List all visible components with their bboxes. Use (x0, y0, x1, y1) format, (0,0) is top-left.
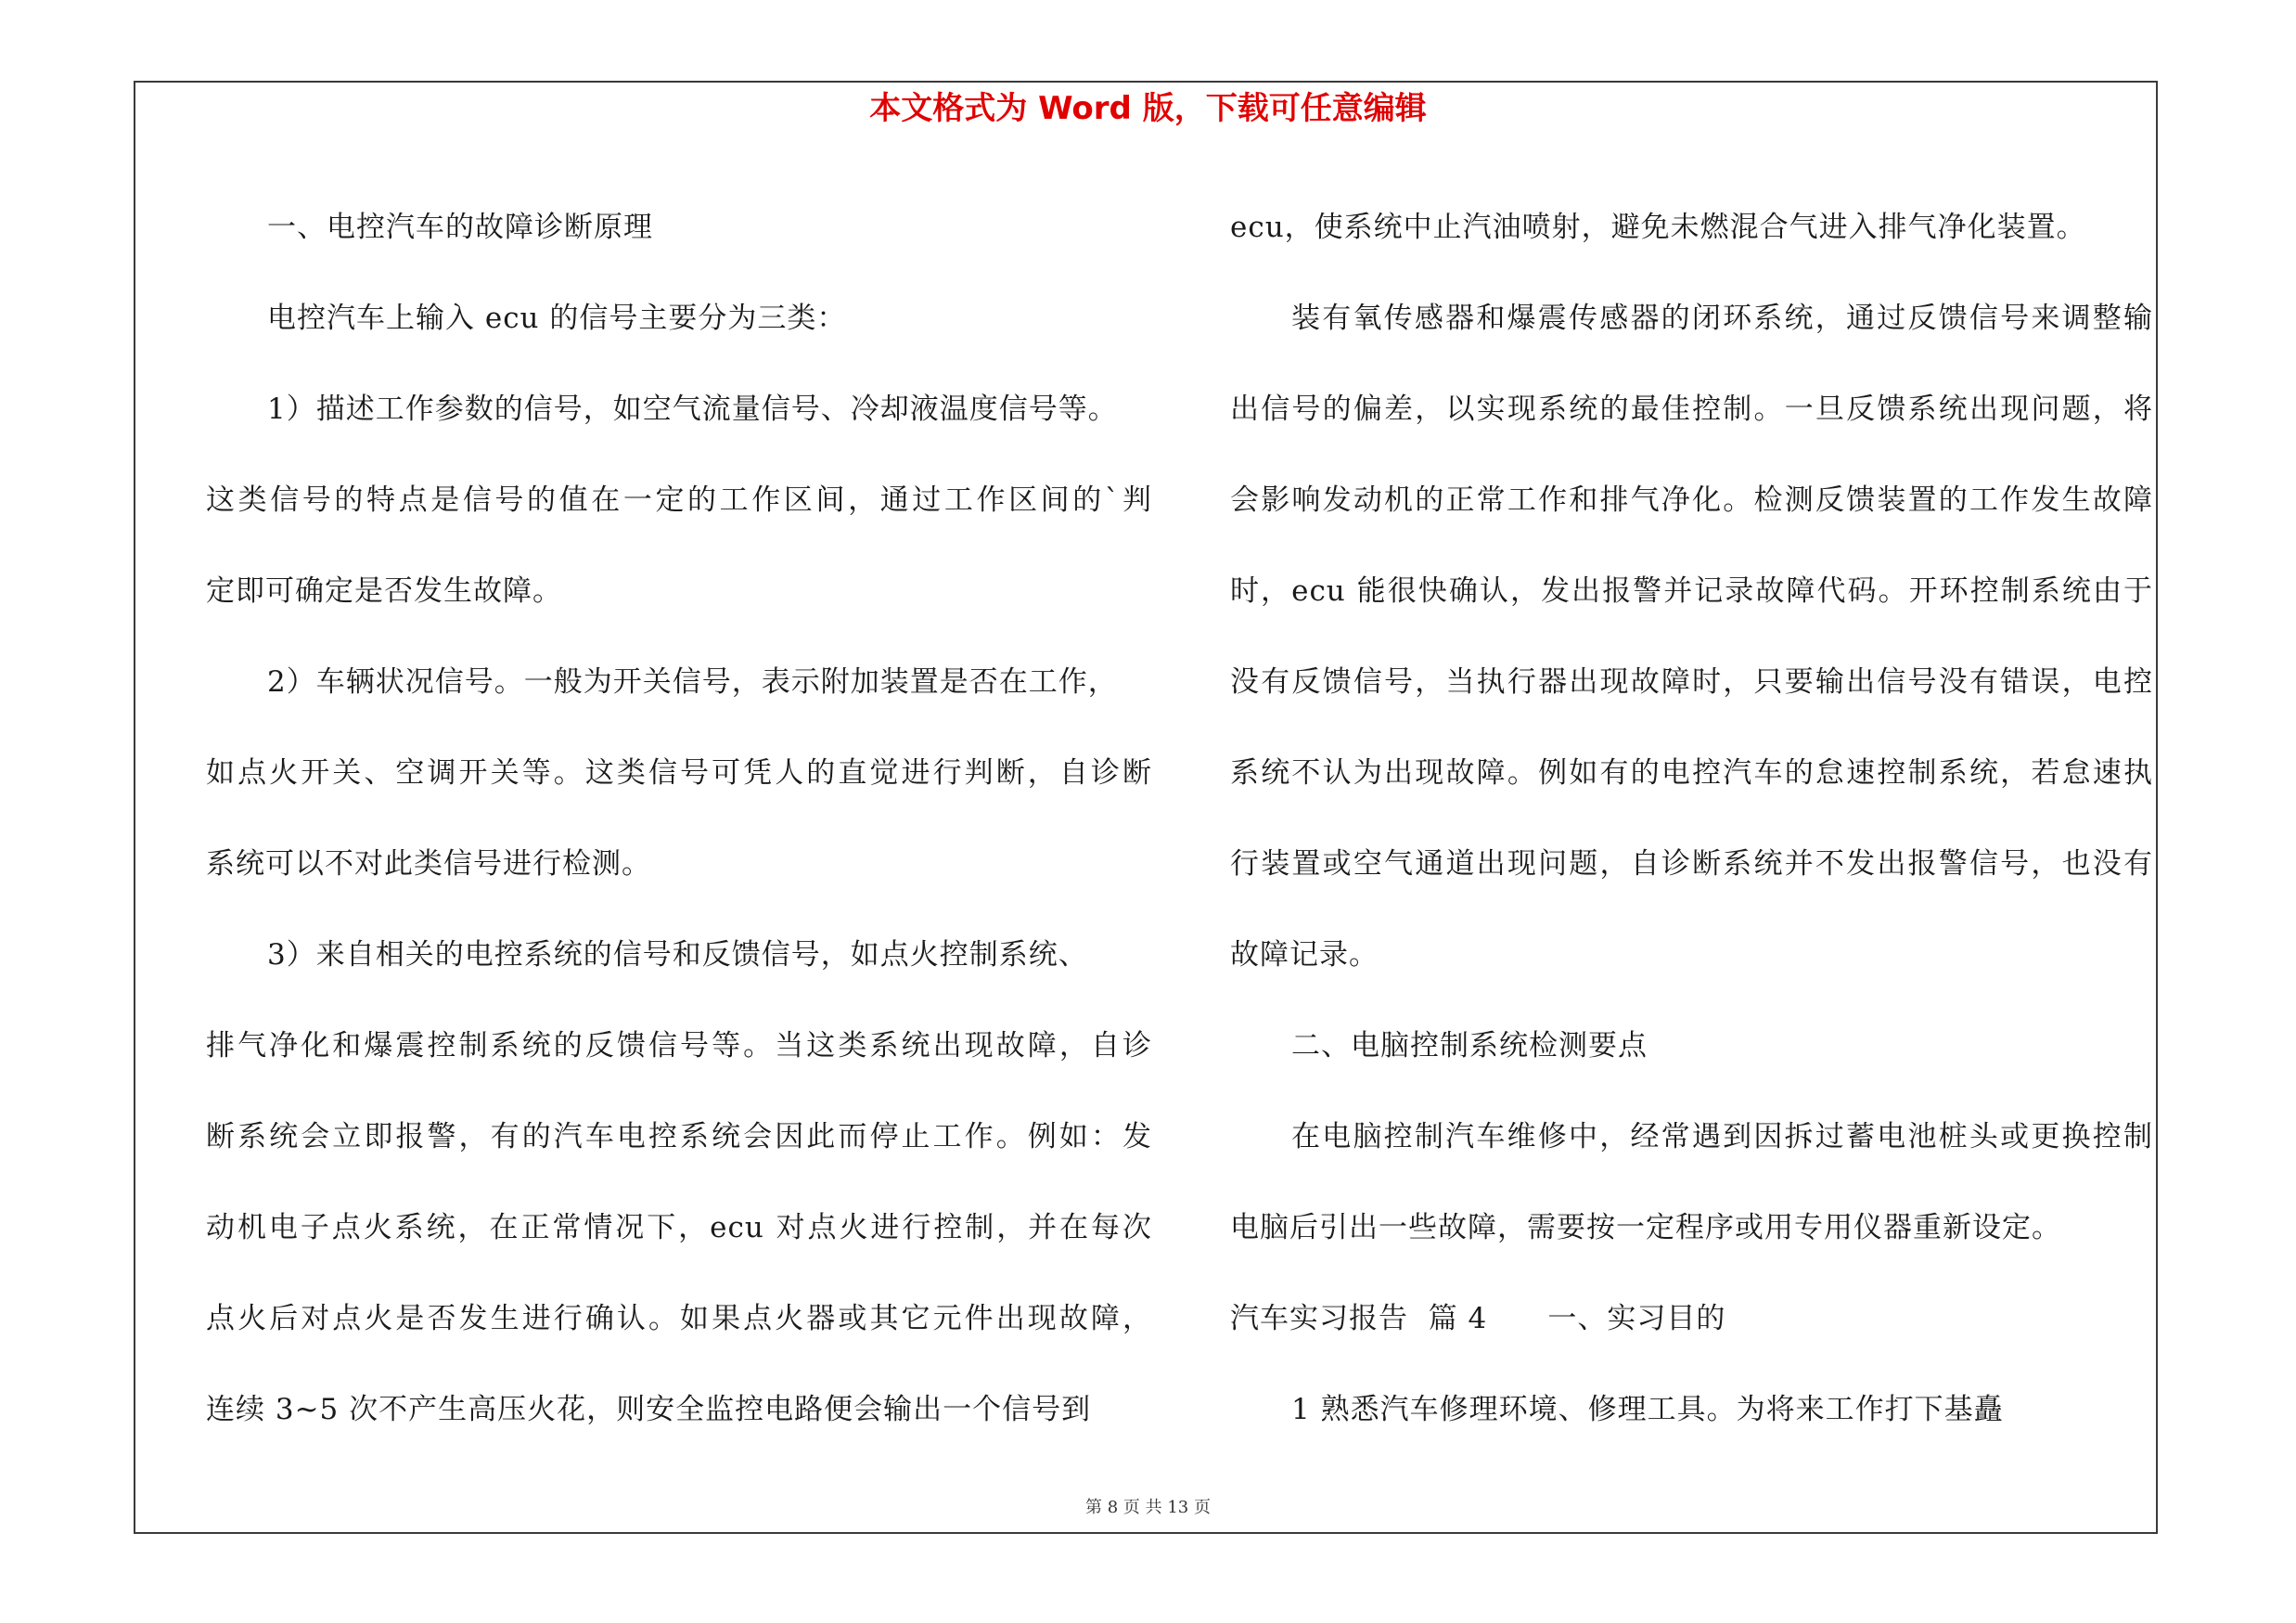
paragraph-line: 会影响发动机的正常工作和排气净化。检测反馈装置的工作发生故障 (1230, 483, 2153, 517)
report-heading-line: 汽车实习报告 篇 4 一、实习目的 (1230, 1302, 1726, 1335)
section-heading: 一、电控汽车的故障诊断原理 (267, 211, 653, 244)
paragraph-line: 系统不认为出现故障。例如有的电控汽车的怠速控制系统，若怠速执 (1230, 756, 2153, 790)
paragraph-line: 在电脑控制汽车维修中，经常遇到因拆过蓄电池桩头或更换控制 (1291, 1120, 2153, 1153)
paragraph-line: 点火后对点火是否发生进行确认。如果点火器或其它元件出现故障， (206, 1302, 1152, 1335)
paragraph-line: 装有氧传感器和爆震传感器的闭环系统，通过反馈信号来调整输 (1291, 302, 2153, 335)
paragraph-line: 动机电子点火系统，在正常情况下，ecu 对点火进行控制，并在每次 (206, 1211, 1152, 1244)
paragraph-line: 如点火开关、空调开关等。这类信号可凭人的直觉进行判断，自诊断 (206, 756, 1152, 790)
paragraph-line: ecu，使系统中止汽油喷射，避免未燃混合气进入排气净化装置。 (1230, 211, 2086, 244)
paragraph-line: 出信号的偏差，以实现系统的最佳控制。一旦反馈系统出现问题，将 (1230, 393, 2153, 426)
paragraph-line: 这类信号的特点是信号的值在一定的工作区间，通过工作区间的`判 (206, 483, 1152, 517)
paragraph-line: 行装置或空气通道出现问题，自诊断系统并不发出报警信号，也没有 (1230, 847, 2153, 881)
paragraph-line: 故障记录。 (1230, 938, 1379, 972)
left-column (206, 182, 1152, 1455)
format-banner: 本文格式为 Word 版，下载可任意编辑 (869, 90, 1427, 127)
paragraph-line: 2）车辆状况信号。一般为开关信号，表示附加装置是否在工作， (267, 665, 1118, 699)
right-column (1230, 182, 2153, 1455)
paragraph-line: 时，ecu 能很快确认，发出报警并记录故障代码。开环控制系统由于 (1230, 574, 2153, 608)
paragraph-line: 3）来自相关的电控系统的信号和反馈信号，如点火控制系统、 (267, 938, 1088, 972)
paragraph-line: 排气净化和爆震控制系统的反馈信号等。当这类系统出现故障，自诊 (206, 1029, 1152, 1063)
section-heading: 二、电脑控制系统检测要点 (1291, 1029, 1648, 1063)
paragraph-line: 1 熟悉汽车修理环境、修理工具。为将来工作打下基矗 (1291, 1393, 2004, 1426)
paragraph-line: 电脑后引出一些故障，需要按一定程序或用专用仪器重新设定。 (1230, 1211, 2061, 1244)
paragraph-line: 系统可以不对此类信号进行检测。 (206, 847, 651, 881)
paragraph-line: 没有反馈信号，当执行器出现故障时，只要输出信号没有错误，电控 (1230, 665, 2153, 699)
paragraph-line: 定即可确定是否发生故障。 (206, 574, 562, 608)
paragraph-line: 1）描述工作参数的信号，如空气流量信号、冷却液温度信号等。 (267, 393, 1118, 426)
paragraph-line: 连续 3~5 次不产生高压火花，则安全监控电路便会输出一个信号到 (206, 1393, 1092, 1426)
page-number: 第 8 页 共 13 页 (1085, 1498, 1211, 1517)
paragraph-line: 断系统会立即报警，有的汽车电控系统会因此而停止工作。例如：发 (206, 1120, 1152, 1153)
paragraph-line: 电控汽车上输入 ecu 的信号主要分为三类： (267, 302, 847, 335)
